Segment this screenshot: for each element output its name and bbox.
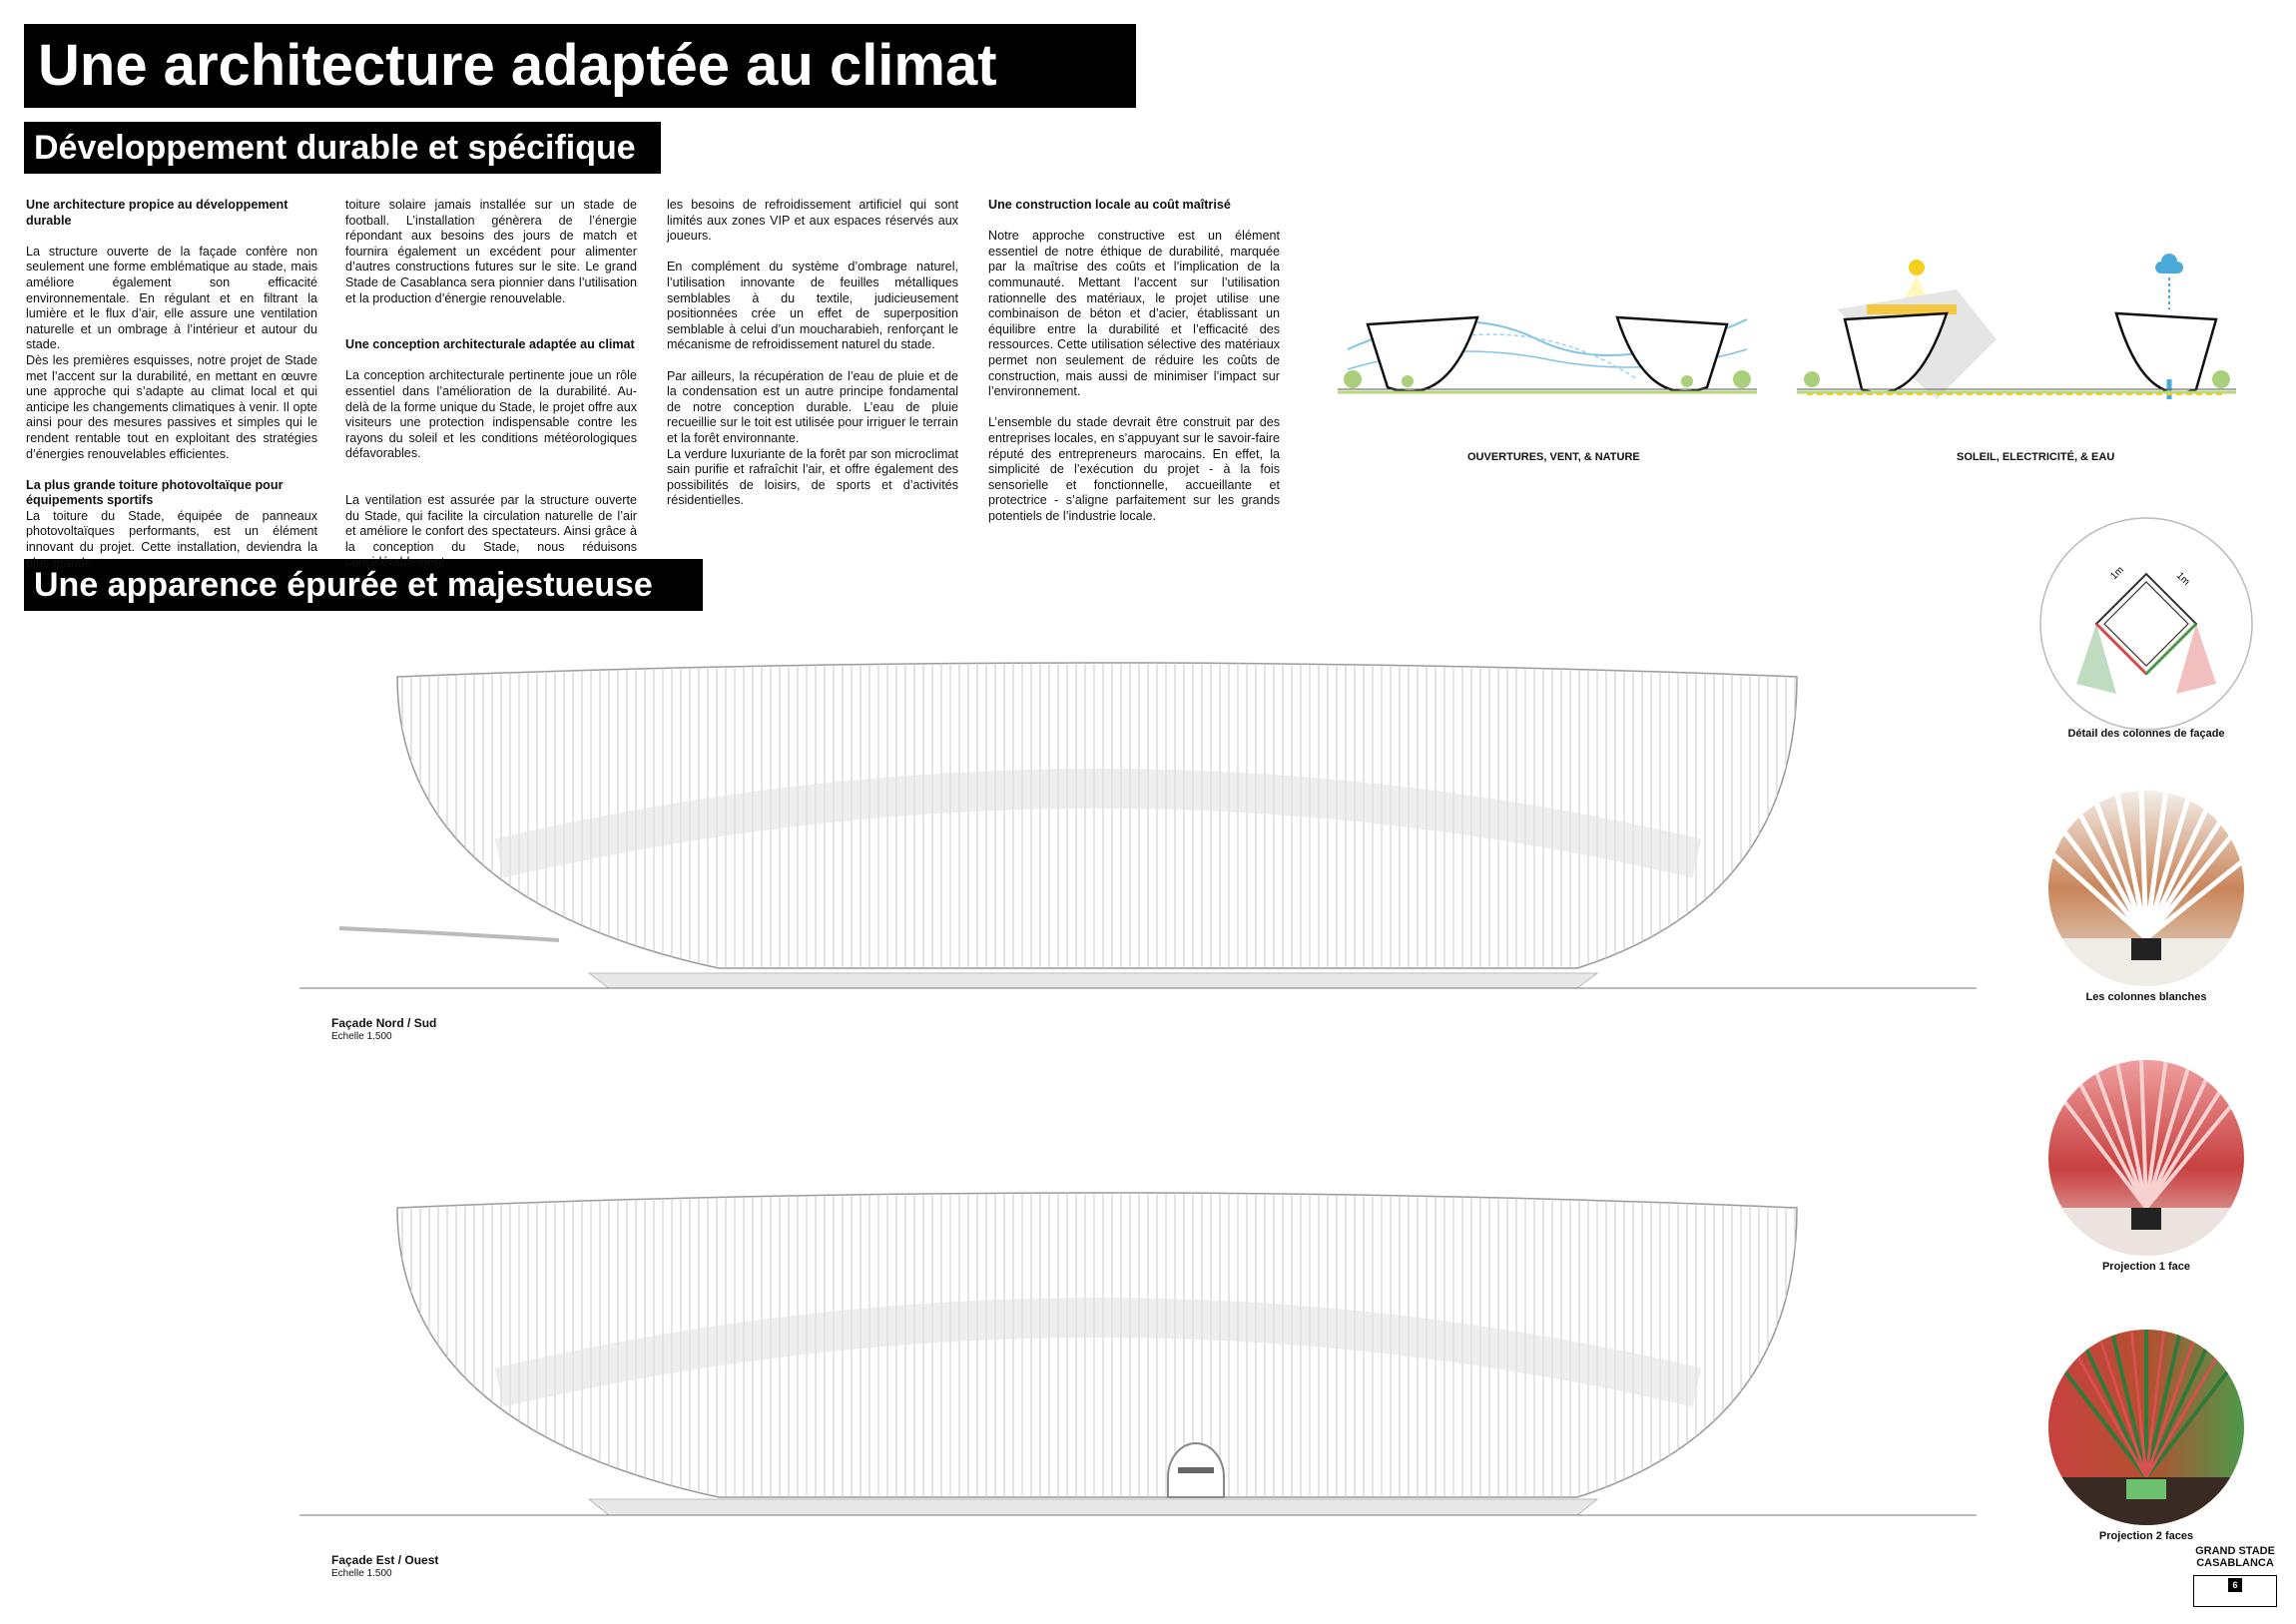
white-columns-photo [2046, 789, 2246, 988]
paragraph: En complément du système d’ombrage naturel, l’utilisation innovante de feuilles métalliques semblables à du textile, judicieusement positionnées crée un effet de superposition semblable à celui d’un moucharabieh, renforçant le mécanisme de refroidissement naturel du stade. [667, 260, 958, 352]
elevation-title: Façade Nord / Sud [331, 1016, 437, 1030]
subheading: La plus grande toiture photovoltaïque pour équipements sportifs [26, 477, 284, 508]
detail-caption: Détail des colonnes de façade [2067, 728, 2225, 740]
text-column-2 [345, 198, 637, 586]
subheading: Une construction locale au coût maîtrisé [988, 198, 1231, 212]
title-block-line: GRAND STADE [2195, 1545, 2275, 1557]
dimension-label: 1m [2108, 564, 2126, 583]
paragraph: La ventilation est assurée par la structure ouverte du Stade, qui facilite la circulation naturelle de l’air et améliore le confort des spectateurs. Ainsi grâce à la conception du Stade, nous réduisons considérablement [345, 492, 637, 570]
elevation-scale: Echelle 1.500 [331, 1568, 392, 1579]
paragraph: La verdure luxuriante de la forêt par son microclimat sain purifie et rafraîchit l’air, et offre également des possibilités de loisirs, de sports et d’activités résidentielles. [667, 446, 958, 508]
section-heading-appearance: Une apparence épurée et majestueuse [24, 559, 703, 611]
elevation-scale: Echelle 1.500 [331, 1031, 392, 1042]
diagram-caption: SOLEIL, ELECTRICITÉ, & EAU [1957, 451, 2115, 463]
text-column-1 [26, 198, 317, 587]
elevation-title: Façade Est / Ouest [331, 1553, 439, 1567]
detail-caption: Projection 1 face [2101, 1261, 2191, 1273]
paragraph: La conception architecturale pertinente joue un rôle essentiel dans l’amélioration de la durabilité. Au-delà de la forme unique du Stade, le projet offre aux visiteurs une protection indispensable contre les rayons du soleil et les conditions météorologiques défavorables. [345, 368, 637, 461]
title-block-line: CASABLANCA [2196, 1557, 2274, 1569]
column-detail-drawing [2036, 514, 2256, 734]
text-column-3 [667, 198, 958, 524]
subheading: Une conception architecturale adaptée au climat [345, 337, 635, 352]
page-title: Une architecture adaptée au climat [24, 24, 1136, 108]
paragraph: Notre approche constructive est un élément essentiel de notre éthique de durabilité, marquée par la maîtrise des coûts et l’implication de la communauté. Mettant l’accent sur l’utilisation rationnelle des matériaux, le projet utilise une combinaison de béton et d’acier, établissant un équilibre entre la durabilité et l’efficacité des ressources. Cette utilisation sélective des matériaux permet non seulement de réduire les coûts de construction, mais aussi de minimiser l’impact sur l’environnement. [988, 229, 1280, 399]
projection-one-face-photo [2046, 1058, 2246, 1258]
east-west-elevation [299, 1178, 1977, 1527]
paragraph: La structure ouverte de la façade confère non seulement une forme emblématique au stade, mais améliore également son efficacité environnementale. En régulant et en filtrant la lumière et le flux d’air, elle assure une ventilation naturelle et un ombrage à l’intérieur et autour du stade. [26, 244, 317, 352]
paragraph: Par ailleurs, la récupération de l’eau de pluie et de la condensation est un autre principe fondamental de notre conception durable. L’eau de pluie recueillie sur le toit est utilisée pour irriguer le terrain et la forêt environnante. [667, 368, 958, 445]
diagram-caption: OUVERTURES, VENT, & NATURE [1467, 451, 1640, 463]
paragraph: les besoins de refroidissement artificiel qui sont limités aux zones VIP et aux espaces réservés aux joueurs. [667, 198, 958, 244]
north-south-elevation [299, 659, 1977, 998]
paragraph: Dès les premières esquisses, notre projet de Stade met l’accent sur la durabilité, en mettant en œuvre une approche qui s’adapte au climat local et qui anticipe les changements climatiques à venir. Il opte ainsi pour des mesures passives et simples qui le rendent rentable tout en exploitant des stratégies d’énergies renouvelables efficientes. [26, 352, 317, 461]
paragraph: toiture solaire jamais installée sur un stade de football. L’installation génèrera de l’énergie répondant aux besoins des jours de match et fournira également un excédent pour alimenter d’autres constructions futures sur le site. Le grand Stade de Casablanca sera pionnier dans l’utilisation et la production d’énergie renouvelable. [345, 198, 637, 305]
title-block [2193, 1545, 2277, 1609]
paragraph: L’ensemble du stade devrait être construit par des entreprises locales, en s’appuyant sur le savoir-faire réputé des entrepreneurs marocains. En effet, la simplicité de l’exécution du projet - à la fois sensorielle et fonctionnelle, accueillante et protectrice - s’aligne parfaitement sur les grands potentiels de l’industrie locale. [988, 415, 1280, 523]
detail-caption: Les colonnes blanches [2085, 991, 2207, 1003]
projection-two-faces-photo [2046, 1328, 2246, 1527]
section-heading-sustainability: Développement durable et spécifique [24, 122, 661, 174]
sun-electricity-water-diagram [1797, 250, 2236, 449]
dimension-label: 1m [2173, 570, 2192, 588]
wind-nature-diagram [1338, 279, 1757, 449]
subheading: Une architecture propice au développement durable [26, 198, 288, 228]
paragraph: La toiture du Stade, équipée de panneaux photovoltaïques performants, est un élément innovant du projet. Cette installation, deviendra la plus grande [26, 508, 317, 570]
detail-caption: Projection 2 faces [2098, 1530, 2194, 1542]
page-number: 6 [2228, 1578, 2242, 1592]
text-column-4 [988, 198, 1280, 540]
